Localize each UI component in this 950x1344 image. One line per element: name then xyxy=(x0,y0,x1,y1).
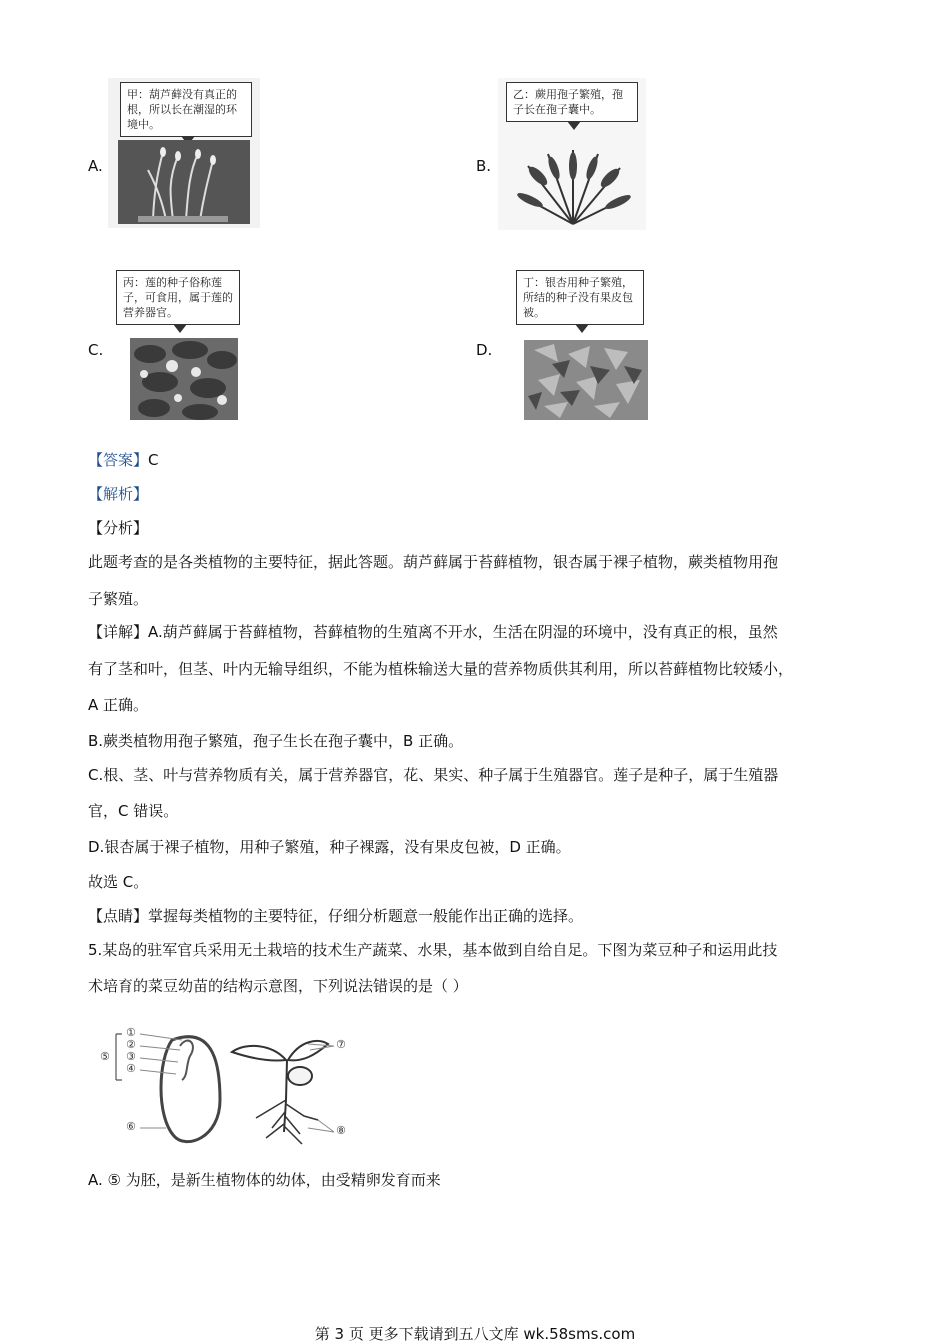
detail-c-1: C.根、茎、叶与营养物质有关，属于营养器官，花、果实、种子属于生殖器官。莲子是种子，属于生殖器 xyxy=(88,766,779,784)
fenxi-label: 【分析】 xyxy=(88,519,149,537)
choose-line: 故选 C。 xyxy=(88,873,149,891)
option-d-letter: D. xyxy=(476,341,493,359)
fenxi-line-1: 此题考查的是各类植物的主要特征，据此答题。葫芦藓属于苔藓植物，银杏属于裸子植物，蕨类植物用孢 xyxy=(88,553,779,571)
option-c-figure xyxy=(116,268,240,422)
detail-d: D.银杏属于裸子植物，用种子繁殖，种子裸露，没有果皮包被，D 正确。 xyxy=(88,838,571,856)
option-b-letter: B. xyxy=(476,157,492,175)
detail-b: B.蕨类植物用孢子繁殖，孢子生长在孢子囊中，B 正确。 xyxy=(88,732,464,750)
q5-option-a: A. ⑤ 为胚，是新生植物体的幼体，由受精卵发育而来 xyxy=(88,1171,441,1189)
fern-photo xyxy=(508,146,638,226)
answer-label: 【答案】 xyxy=(88,451,149,469)
detail-c-2: 官，C 错误。 xyxy=(88,802,179,820)
option-c-bubble: 丙：莲的种子俗称莲子，可食用，属于莲的营养器官。 xyxy=(116,270,240,325)
page-footer: 第 3 页 更多下载请到五八文库 wk.58sms.com xyxy=(314,1325,636,1343)
bean-diagram-drawing xyxy=(96,1020,366,1150)
analysis-label: 【解析】 xyxy=(88,485,149,503)
option-b-bubble: 乙：蕨用孢子繁殖，孢子长在孢子囊中。 xyxy=(506,82,638,122)
seed-label-8: ⑧ xyxy=(336,1124,346,1137)
bean-diagram xyxy=(96,1020,366,1150)
option-b-figure xyxy=(498,78,646,230)
option-c-letter: C. xyxy=(88,341,104,359)
seed-label-2: ② xyxy=(126,1038,136,1051)
answer-line xyxy=(88,450,159,470)
option-a-letter: A. xyxy=(88,157,103,175)
fenxi-line-2: 子繁殖。 xyxy=(88,590,149,608)
seed-label-3: ③ xyxy=(126,1050,136,1063)
seed-label-7: ⑦ xyxy=(336,1038,346,1051)
option-a-figure xyxy=(108,78,260,228)
detail-line-2: 有了茎和叶，但茎、叶内无输导组织，不能为植株输送大量的营养物质供其利用，所以苔藓植物比较矮小， xyxy=(88,660,794,678)
answer-value: C xyxy=(148,451,159,469)
detail-line-3: A 正确。 xyxy=(88,696,149,714)
ginkgo-photo xyxy=(524,340,648,420)
lotus-photo xyxy=(130,338,238,420)
seed-label-1: ① xyxy=(126,1026,136,1039)
seed-label-6: ⑥ xyxy=(126,1120,136,1133)
option-d-bubble: 丁：银杏用种子繁殖，所结的种子没有果皮包被。 xyxy=(516,270,644,325)
option-d-figure xyxy=(512,268,650,422)
seed-label-5: ⑤ xyxy=(100,1050,110,1063)
option-a-bubble: 甲：葫芦藓没有真正的根，所以长在潮湿的环境中。 xyxy=(120,82,252,137)
q5-line-1: 5.某岛的驻军官兵采用无土栽培的技术生产蔬菜、水果，基本做到自给自足。下图为菜豆种子和运用此技 xyxy=(88,941,778,959)
detail-line-1: 【详解】A.葫芦藓属于苔藓植物，苔藓植物的生殖离不开水，生活在阴湿的环境中，没有真正的根，虽然 xyxy=(88,623,778,641)
q5-line-2: 术培育的菜豆幼苗的结构示意图，下列说法错误的是（ ） xyxy=(88,977,468,995)
moss-photo xyxy=(118,140,250,224)
seed-label-4: ④ xyxy=(126,1062,136,1075)
tip-line: 【点睛】掌握每类植物的主要特征，仔细分析题意一般能作出正确的选择。 xyxy=(88,907,584,925)
